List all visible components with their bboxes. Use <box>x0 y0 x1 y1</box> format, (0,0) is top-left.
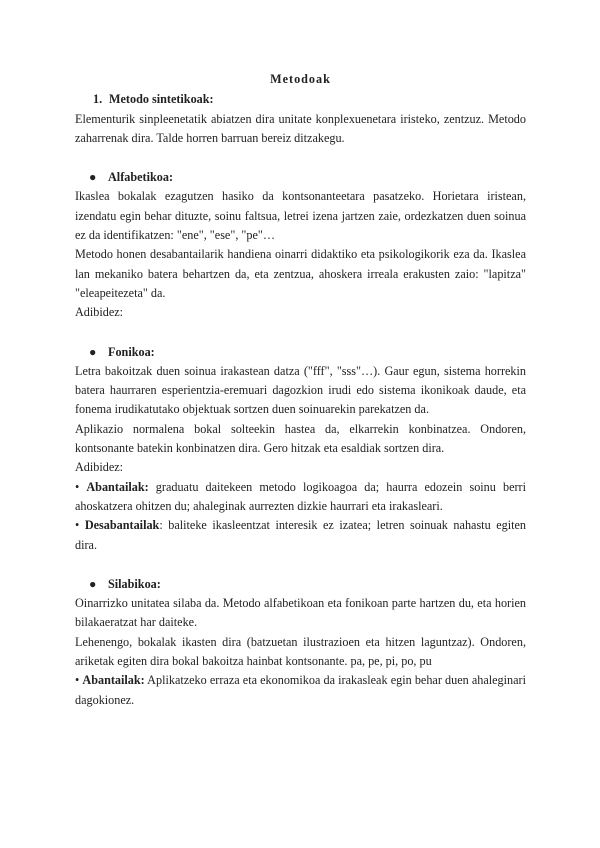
fonikoa-paragraph-2: Aplikazio normalena bokal solteekin hastea da, elkarrekin konbinatzea. Ondoren, kontsonante batekin konbinatzen dira. Gero hitzak eta esaldiak sortzen dira. <box>75 421 526 456</box>
silabikoa-paragraph-1: Oinarrizko unitatea silaba da. Metodo alfabetikoan eta fonikoan parte hartzen du, eta horien bilakaeratzat har daiteke. <box>75 596 526 630</box>
fonikoa-disadvantages <box>75 516 526 555</box>
disadvantages-text: : baliteke ikasleentzat interesik ez izatea; letren soinuak nahastu egiten dira. <box>75 518 526 552</box>
section-heading-label: Metodo sintetikoak: <box>109 92 214 107</box>
alfabetikoa-example-label: Adibidez: <box>75 305 124 320</box>
silabikoa-paragraph-2: Lehenengo, bokalak ikasten dira (batzuetan ilustrazioen eta hitzen laguntzaz). Ondoren, ariketak egiten dira bokal bakoitza hainbat kontsonante. pa, pe, pi, po, pu <box>75 634 526 669</box>
bullet-icon: ● <box>89 344 97 359</box>
bullet-icon: ● <box>89 170 97 185</box>
list-bullet: • <box>75 479 87 494</box>
disadvantages-label: Desabantailak <box>84 518 160 533</box>
list-bullet: • <box>75 518 85 533</box>
page-title: Metodoak <box>270 72 331 86</box>
section-heading-sintetikoak <box>75 90 526 109</box>
advantages-text: graduatu daitekeen metodo logikoagoa da; haurra edozein soinu berri ahoskatzera ohitzen du; ahaleginak aurrezten dizkie haurrari eta irakasleari. <box>75 479 526 513</box>
list-bullet: • <box>75 673 83 688</box>
subheading-label: Silabikoa: <box>108 576 161 591</box>
advantages-label: Abantailak: <box>82 673 145 688</box>
alfabetikoa-paragraph-2: Metodo honen desabantailarik handiena oinarri didaktiko eta psikologikorik eza da. Ikaslea lan mekaniko batera behartzen da, eta zentzua, ahoskera irreala erakusten zaio: "lapitza" "eleapeitezeta" da. <box>75 247 526 300</box>
subheading-label: Fonikoa: <box>108 344 155 359</box>
advantages-text: Aplikatzeko erraza eta ekonomikoa da irakasleak egin behar duen ahaleginari dagokionez. <box>75 673 526 707</box>
alfabetikoa-paragraph-1: Ikaslea bokalak ezagutzen hasiko da kontsonanteetara pasatzeko. Horietara iristean, izendatu egin behar dituzte, soinu faltsua, letrei izena jartzen zaie, ordezkatzen duen soinua ez da identifikatzen: "ene", "ese", "pe"… <box>75 189 526 243</box>
section-number: 1. <box>93 92 103 107</box>
fonikoa-advantages <box>75 478 526 517</box>
subheading-alfabetikoa <box>75 168 526 187</box>
subheading-label: Alfabetikoa: <box>108 170 173 185</box>
silabikoa-advantages <box>75 671 526 710</box>
document-page <box>75 70 526 710</box>
section-intro-paragraph: Elementurik sinpleenetatik abiatzen dira unitate konplexuenetara iristeko, zentzuz. Metodo zaharrenak dira. Talde horren barruan bereiz ditzakegu. <box>75 111 526 145</box>
fonikoa-example-label: Adibidez: <box>75 460 124 475</box>
subheading-silabikoa <box>75 575 526 594</box>
advantages-label: Abantailak: <box>86 479 149 494</box>
fonikoa-paragraph-1: Letra bakoitzak duen soinua irakastean datza ("fff", "sss"…). Gaur egun, sistema horrekin batera haurraren esperientzia-eremuari dagozkion irudi edo sistema ikonikoak daude, eta fonema irudikatutako objektuak sortzen duen soinuarekin parekatzen da. <box>75 363 526 417</box>
subheading-fonikoa <box>75 343 526 362</box>
bullet-icon: ● <box>89 576 97 591</box>
